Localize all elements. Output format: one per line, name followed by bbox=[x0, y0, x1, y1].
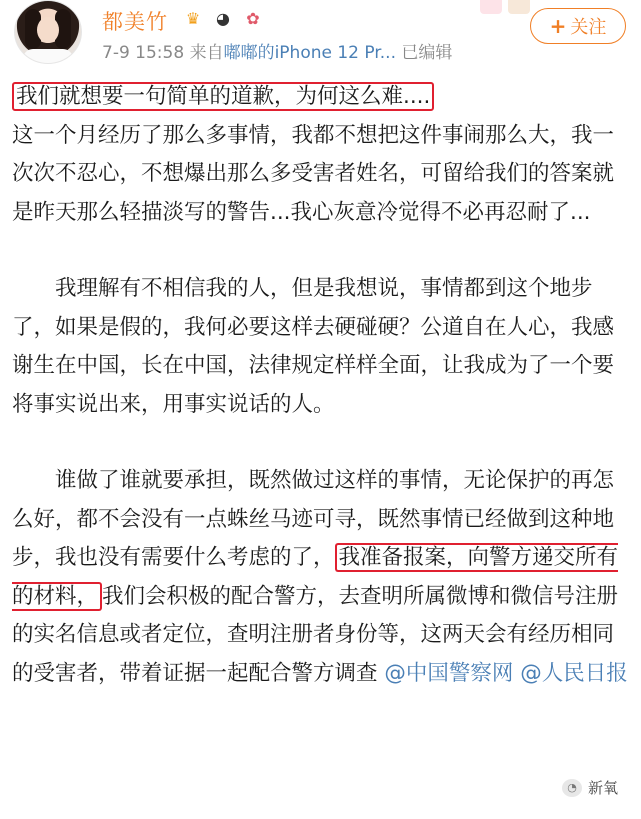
user-badges bbox=[180, 6, 266, 30]
paragraph-3 bbox=[12, 462, 632, 693]
bow-badge-icon: ✿ bbox=[246, 8, 260, 28]
post-meta bbox=[102, 38, 452, 63]
avatar-face bbox=[37, 17, 59, 43]
post-timestamp: 7-9 15:58 bbox=[102, 43, 185, 63]
watermark bbox=[562, 777, 618, 798]
panda-badge-icon: ◕ bbox=[216, 8, 230, 28]
wechat-logo-icon: ◔ bbox=[562, 779, 582, 797]
edited-label: 已编辑 bbox=[401, 43, 453, 63]
avatar-shirt bbox=[23, 49, 73, 64]
crown-badge-icon: ♛ bbox=[185, 8, 201, 28]
post-content bbox=[12, 78, 632, 693]
paragraph-2 bbox=[12, 270, 632, 424]
emoji-decoration-icon bbox=[508, 0, 530, 14]
top-decoration-icons bbox=[480, 0, 530, 14]
avatar[interactable] bbox=[14, 0, 82, 64]
highlighted-sentence-1: 我们就想要一句简单的道歉，为何这么难.... bbox=[12, 82, 434, 111]
device-link[interactable]: 嘟嘟的iPhone 12 Pr... bbox=[223, 43, 396, 63]
paragraph-1 bbox=[12, 78, 632, 232]
paragraph-2-text: 我理解有不相信我的人，但是我想说，事情都到这个地步了，如果是假的，我何必要这样去硬碰硬？公道自在人心，我感谢生在中国，长在中国，法律规定样样全面，让我成为了一个要将事实说出来，用事实说话的人。 bbox=[12, 276, 615, 417]
highlighted-sentence-2: 我准备报案，向警方递交所有的材料， bbox=[12, 545, 619, 609]
mention-link-cpn[interactable]: @中国警察网 bbox=[384, 660, 514, 686]
heart-decoration-icon bbox=[480, 0, 502, 14]
username[interactable]: 都美竹 bbox=[102, 10, 168, 34]
plus-icon: + bbox=[549, 14, 567, 38]
mention-link-peoples-daily[interactable]: @人民日报 bbox=[520, 660, 628, 686]
source-prefix: 来自 bbox=[189, 43, 224, 63]
paragraph-3-text-before: 谁做了谁就要承担，既然做过这样的事情，无论保护的再怎么好，都不会没有一点蛛丝马迹可寻，既然事情已经做到这种地步，我也没有需要什么考虑的了， bbox=[12, 468, 615, 570]
watermark-label: 新氧 bbox=[588, 779, 619, 797]
follow-button[interactable] bbox=[530, 8, 626, 44]
follow-label: 关注 bbox=[570, 17, 607, 38]
paragraph-3-text-after: 我们会积极的配合警方，去查明所属微博和微信号注册的实名信息或者定位，查明注册者身份等，这两天会有经历相同的受害者，带着证据一起配合警方调查 bbox=[12, 583, 619, 686]
paragraph-1-text: 这一个月经历了那么多事情，我都不想把这件事闹那么大，我一次次不忍心，不想爆出那么多受害者姓名，可留给我们的答案就是昨天那么轻描淡写的警告...我心灰意冷觉得不必再忍耐了... bbox=[12, 122, 615, 225]
